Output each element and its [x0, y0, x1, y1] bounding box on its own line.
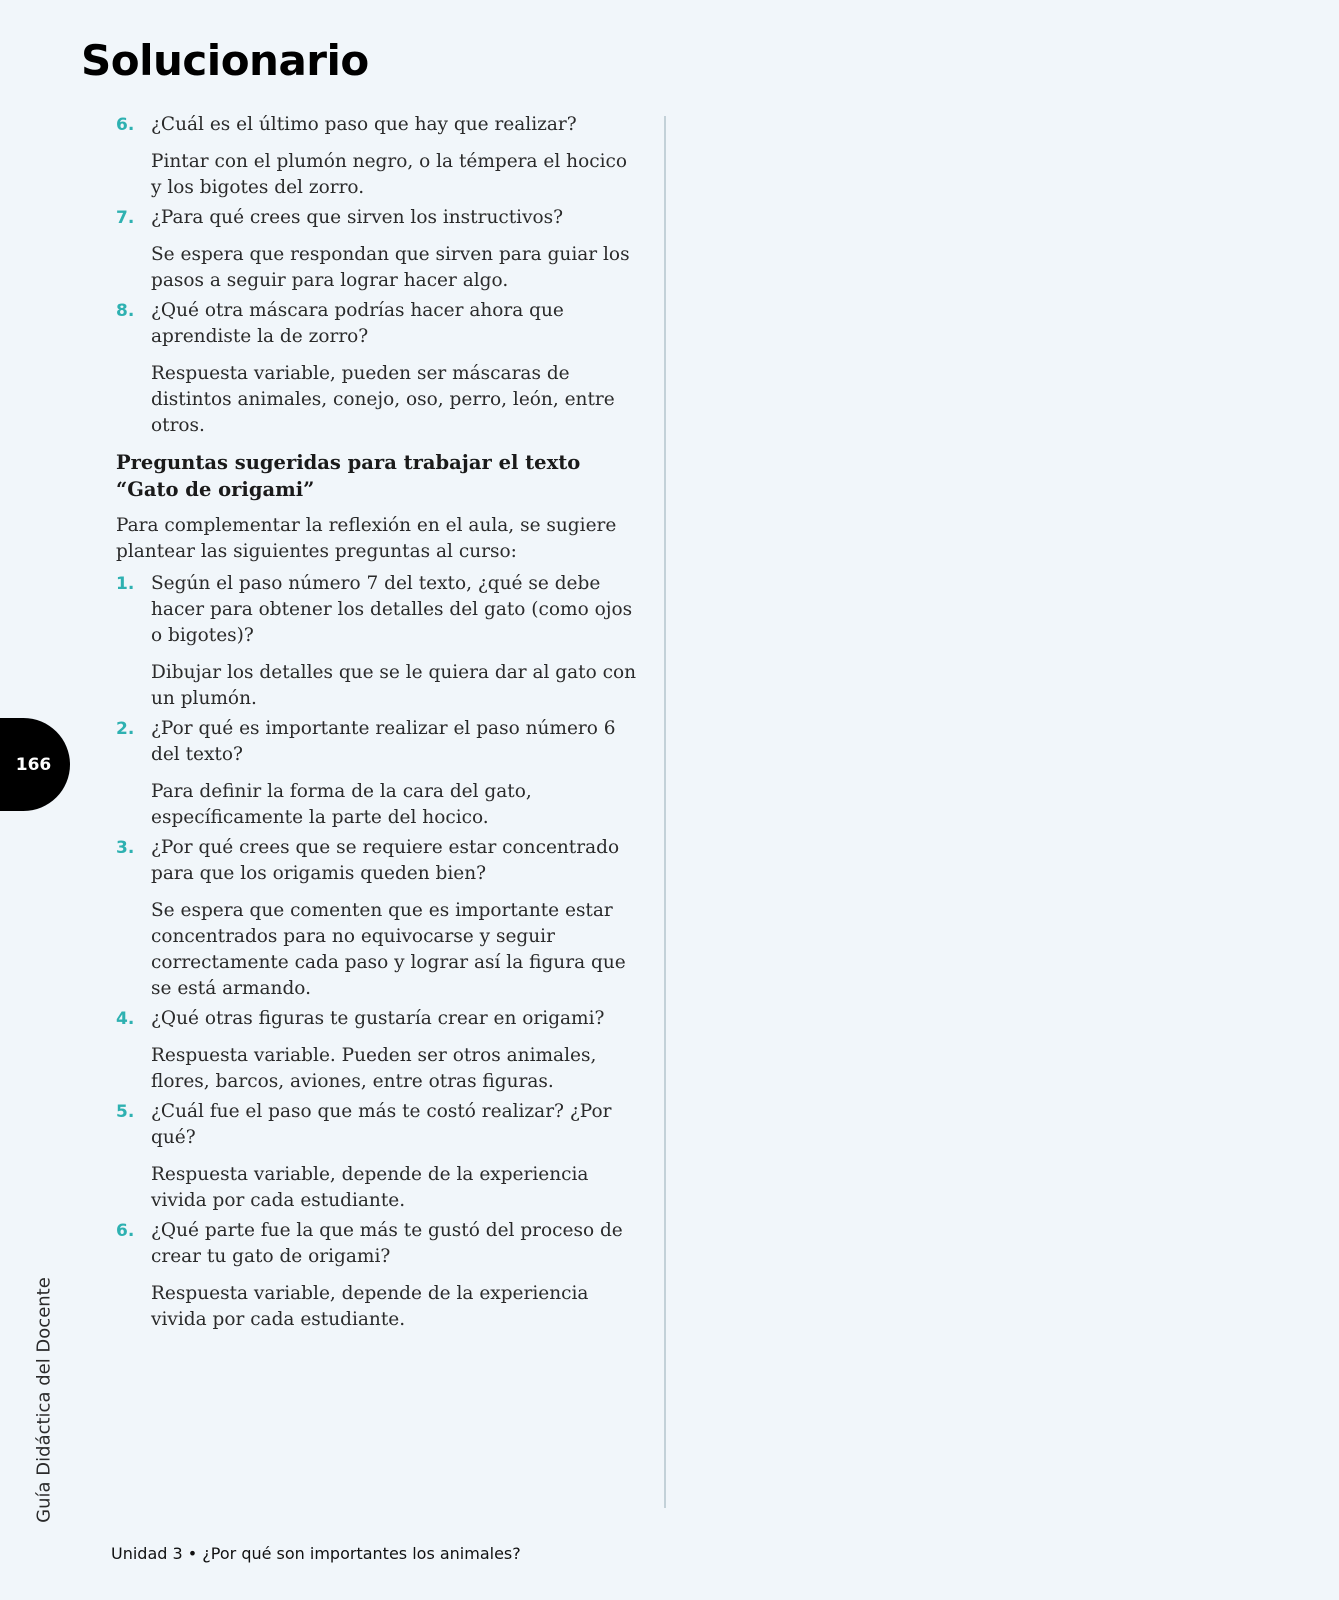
question-text: ¿Qué otra máscara podrías hacer ahora que aprendiste la de zorro? [151, 300, 564, 347]
question-text: ¿Qué parte fue la que más te gustó del proceso de crear tu gato de origami? [151, 1220, 623, 1267]
question-text: ¿Por qué es importante realizar el paso número 6 del texto? [151, 718, 616, 765]
question-text: ¿Para qué crees que sirven los instructivos? [151, 207, 564, 228]
question-number: 6. [116, 1221, 135, 1241]
question-number: 3. [116, 838, 135, 858]
section-intro: Para complementar la reflexión en el aula, se sugiere plantear las siguientes preguntas al curso: [116, 515, 617, 562]
list-item [116, 1006, 639, 1032]
main-column [116, 112, 639, 1337]
answer-text: Se espera que comenten que es importante estar concentrados para no equivocarse y seguir correctamente cada paso y lograr así la figura que se está armando. [151, 900, 626, 999]
answer-text: Dibujar los detalles que se le quiera dar al gato con un plumón. [151, 662, 637, 709]
footer-text: Unidad 3 • ¿Por qué son importantes los animales? [111, 1544, 521, 1563]
side-label: Guía Didáctica del Docente [33, 1277, 55, 1523]
answer-text: Respuesta variable, depende de la experiencia vivida por cada estudiante. [151, 1164, 589, 1211]
question-text: ¿Qué otras figuras te gustaría crear en origami? [151, 1008, 605, 1029]
question-text: Según el paso número 7 del texto, ¿qué se debe hacer para obtener los detalles del gato (como ojos o bigotes)? [151, 573, 633, 646]
question-number: 6. [116, 115, 135, 135]
answer-text: Respuesta variable, depende de la experiencia vivida por cada estudiante. [151, 1283, 589, 1330]
list-item [116, 835, 639, 887]
question-number: 5. [116, 1102, 135, 1122]
answer-text: Para definir la forma de la cara del gato, específicamente la parte del hocico. [151, 781, 532, 828]
question-number: 2. [116, 719, 135, 739]
list-item [116, 112, 639, 138]
list-item [116, 571, 639, 649]
list-item [116, 298, 639, 350]
page-title: Solucionario [81, 36, 369, 85]
list-item [116, 1099, 639, 1151]
column-divider [664, 116, 666, 1508]
section-heading: Preguntas sugeridas para trabajar el texto “Gato de origami” [116, 451, 581, 501]
question-text: ¿Por qué crees que se requiere estar concentrado para que los origamis queden bien? [151, 837, 620, 884]
page-number: 166 [15, 754, 52, 775]
list-item [116, 205, 639, 231]
question-number: 8. [116, 301, 135, 321]
answer-text: Respuesta variable, pueden ser máscaras de distintos animales, conejo, oso, perro, león, entre otros. [151, 363, 615, 436]
question-text: ¿Cuál fue el paso que más te costó realizar? ¿Por qué? [151, 1101, 612, 1148]
list-item [116, 716, 639, 768]
list-item [116, 1218, 639, 1270]
question-number: 7. [116, 208, 135, 228]
answer-text: Se espera que respondan que sirven para guiar los pasos a seguir para lograr hacer algo. [151, 244, 630, 291]
answer-text: Respuesta variable. Pueden ser otros animales, flores, barcos, aviones, entre otras figuras. [151, 1045, 597, 1092]
question-text: ¿Cuál es el último paso que hay que realizar? [151, 114, 577, 135]
page-number-tab [0, 718, 70, 811]
question-number: 4. [116, 1009, 135, 1029]
question-number: 1. [116, 574, 135, 594]
answer-text: Pintar con el plumón negro, o la témpera el hocico y los bigotes del zorro. [151, 151, 627, 198]
